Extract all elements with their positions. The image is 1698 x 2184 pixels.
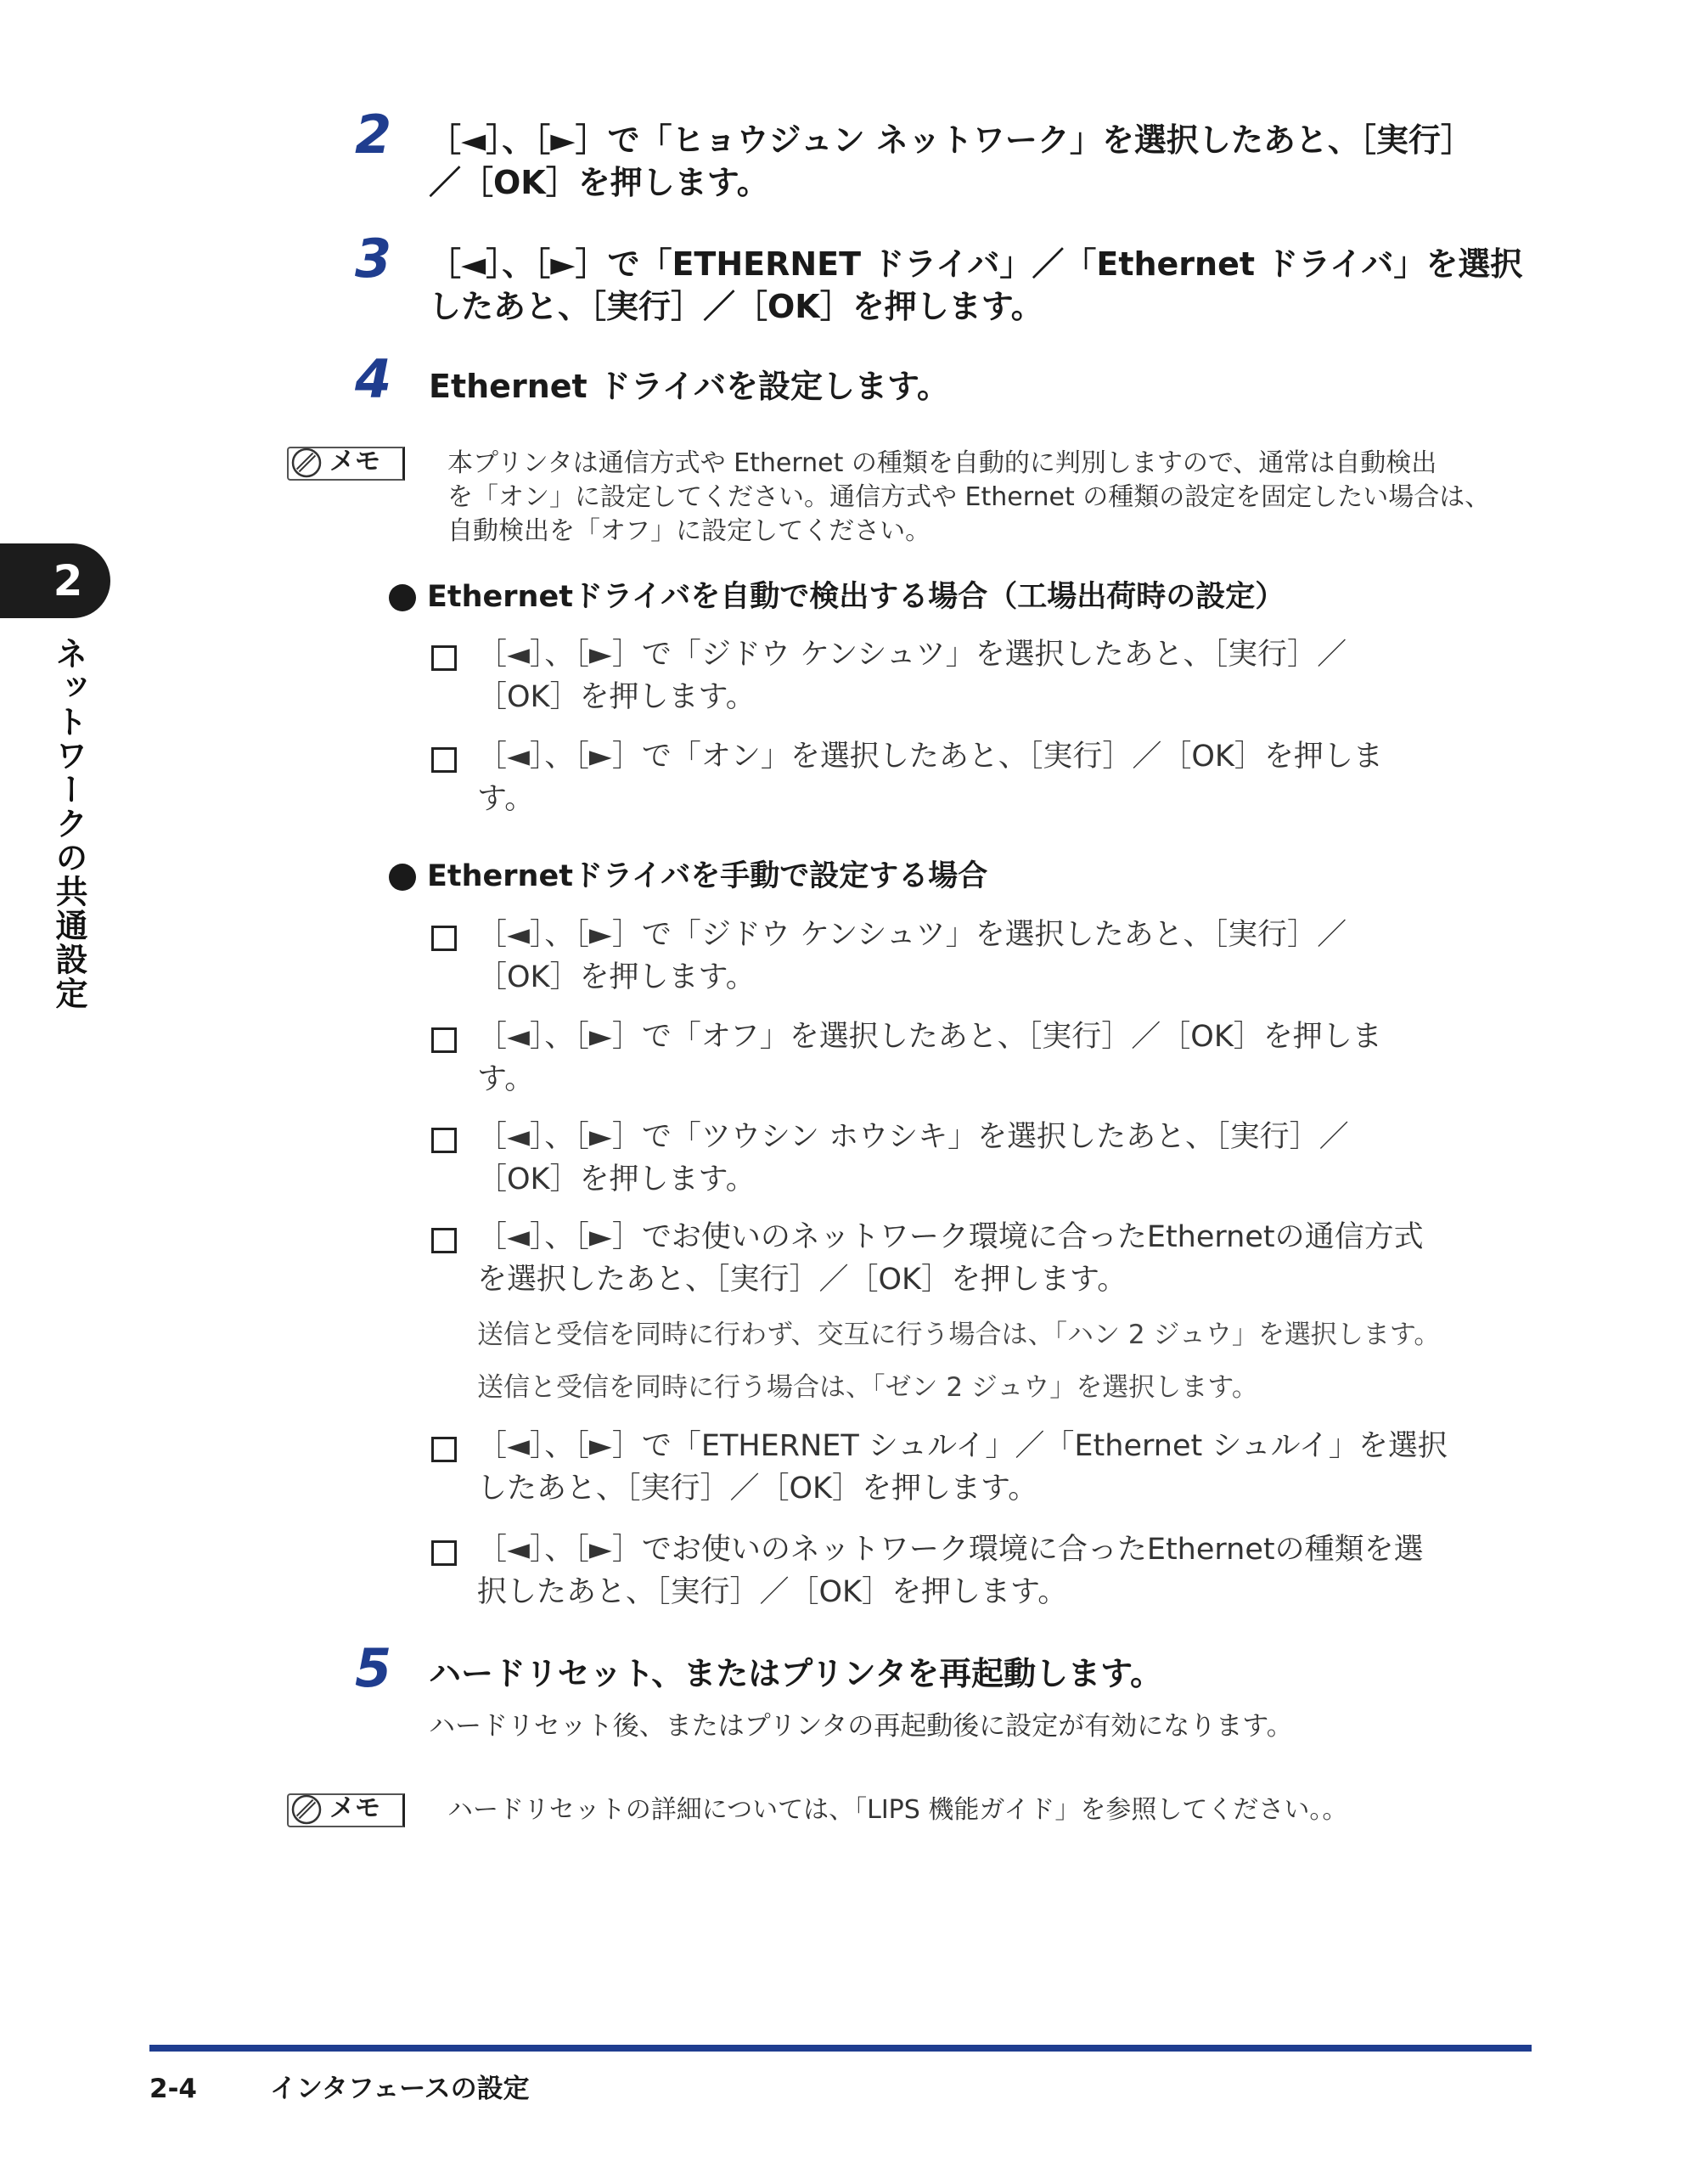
step-text — [429, 365, 1532, 408]
item-line: ［◄］、［►］で「オフ」を選択したあと、［実行］／［OK］を押しま — [477, 1020, 1382, 1054]
step-number: 5 — [355, 1637, 392, 1699]
step-line: ［◄］、［►］で「ヒョウジュン ネットワーク」を選択したあと、［実行］ — [429, 121, 1473, 159]
item-line: ［◄］、［►］でお使いのネットワーク環境に合ったEthernetの通信方式 — [477, 1220, 1424, 1254]
chapter-title: ネットワークの共通設定 — [50, 637, 87, 1010]
item-line: す。 — [477, 782, 535, 816]
checkbox-icon — [431, 1128, 457, 1153]
memo-line: を「オン」に設定してください。通信方式や Ethernet の種類の設定を固定したい場合は、 — [447, 482, 1491, 512]
item-line: ［◄］、［►］で「ツウシン ホウシキ」を選択したあと、［実行］／ — [477, 1120, 1349, 1154]
checkbox-icon — [431, 645, 457, 671]
item-line: したあと、［実行］／［OK］を押します。 — [477, 1472, 1038, 1506]
checklist-item — [477, 735, 1530, 820]
bullet-icon — [389, 584, 416, 611]
step-text — [429, 243, 1532, 328]
checklist-item — [477, 1216, 1530, 1301]
checkbox-icon — [431, 1540, 457, 1566]
checkbox-icon — [431, 1437, 457, 1462]
memo-text: ハードリセットの詳細については、「LIPS 機能ガイド」を参照してください。。 — [447, 1795, 1348, 1825]
section-heading: Ethernetドライバを自動で検出する場合（工場出荷時の設定） — [427, 580, 1285, 614]
note-text: 送信と受信を同時に行わず、交互に行う場合は、「ハン 2 ジュウ」を選択します。 — [477, 1320, 1441, 1350]
item-line: ［◄］、［►］でお使いのネットワーク環境に合ったEthernetの種類を選 — [477, 1533, 1424, 1567]
chapter-number: 2 — [53, 556, 83, 605]
memo-line: 本プリンタは通信方式や Ethernet の種類を自動的に判別しますので、通常は自動検出 — [447, 448, 1437, 478]
footer-rule — [149, 2045, 1532, 2052]
footer-title: インタフェースの設定 — [270, 2074, 530, 2104]
checklist-item — [477, 1425, 1530, 1510]
memo-text — [447, 447, 1543, 549]
memo-word: メモ — [329, 447, 380, 476]
checkbox-icon — [431, 1027, 457, 1053]
checklist-item — [477, 1528, 1530, 1613]
step-number: 4 — [355, 348, 392, 410]
step-text — [429, 119, 1532, 204]
pencil-icon — [290, 1793, 323, 1826]
item-line: ［◄］、［►］で「ジドウ ケンシュツ」を選択したあと、［実行］／ — [477, 638, 1347, 672]
section-heading: Ethernetドライバを手動で設定する場合 — [427, 859, 988, 893]
step-line: Ethernet ドライバを設定します。 — [429, 368, 949, 405]
step-number: 2 — [355, 104, 392, 166]
checklist-item — [477, 633, 1530, 718]
item-line: ［OK］を押します。 — [477, 680, 756, 714]
step-line: したあと、［実行］／［OK］を押します。 — [429, 288, 1043, 325]
memo-line: 自動検出を「オフ」に設定してください。 — [447, 516, 931, 546]
item-line: ［◄］、［►］で「ジドウ ケンシュツ」を選択したあと、［実行］／ — [477, 918, 1347, 952]
step-number: 3 — [355, 228, 392, 290]
checkbox-icon — [431, 926, 457, 951]
checklist-item — [477, 1016, 1530, 1100]
step-line: ／［OK］を押します。 — [429, 164, 769, 201]
item-line: 択したあと、［実行］／［OK］を押します。 — [477, 1575, 1068, 1609]
pencil-icon — [290, 447, 323, 479]
checklist-item — [477, 914, 1530, 999]
item-line: ［◄］、［►］で「オン」を選択したあと、［実行］／［OK］を押しま — [477, 740, 1383, 774]
page-number: 2-4 — [149, 2074, 198, 2104]
item-line: す。 — [477, 1062, 535, 1096]
step-subtext: ハードリセット後、またはプリンタの再起動後に設定が有効になります。 — [429, 1711, 1293, 1742]
item-line: ［OK］を押します。 — [477, 1162, 756, 1196]
item-line: ［◄］、［►］で「ETHERNET シュルイ」／「Ethernet シュルイ」を選択 — [477, 1429, 1448, 1463]
item-line: ［OK］を押します。 — [477, 960, 756, 994]
note-text: 送信と受信を同時に行う場合は、「ゼン 2 ジュウ」を選択します。 — [477, 1372, 1258, 1403]
checkbox-icon — [431, 1228, 457, 1253]
bullet-icon — [389, 864, 416, 891]
item-line: を選択したあと、［実行］／［OK］を押します。 — [477, 1263, 1127, 1297]
checkbox-icon — [431, 747, 457, 773]
step-line: ハードリセット、またはプリンタを再起動します。 — [429, 1655, 1163, 1692]
step-line: ［◄］、［►］で「ETHERNET ドライバ」／「Ethernet ドライバ」を選択 — [429, 245, 1523, 283]
memo-word: メモ — [329, 1793, 380, 1823]
checklist-item — [477, 1116, 1530, 1201]
step-text — [429, 1652, 1532, 1695]
